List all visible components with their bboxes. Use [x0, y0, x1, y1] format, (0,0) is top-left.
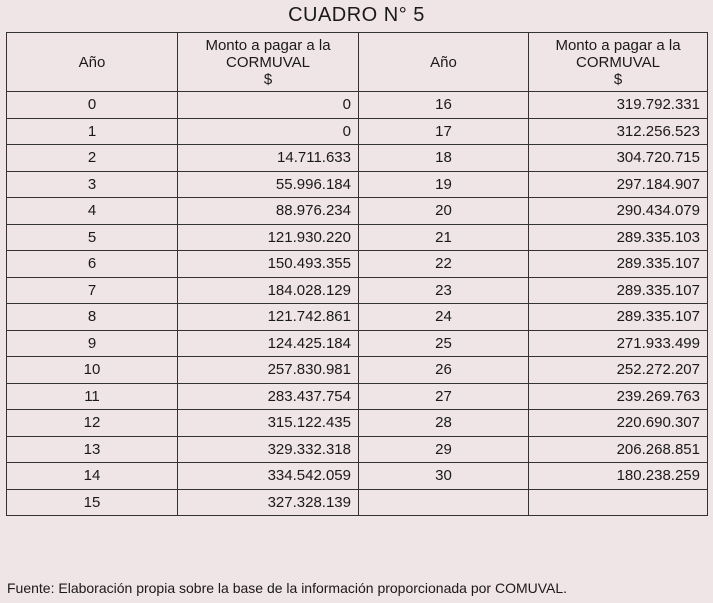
table-row	[7, 304, 708, 331]
amount-cell: 55.996.184	[178, 171, 359, 198]
table-row	[7, 251, 708, 278]
year-cell: 0	[7, 92, 178, 119]
source-note: Fuente: Elaboración propia sobre la base de la información proporcionada por COMUVAL.	[7, 580, 568, 596]
header-row	[7, 33, 708, 92]
year-cell: 18	[359, 145, 529, 172]
year-cell: 23	[359, 277, 529, 304]
amount-cell: 297.184.907	[529, 171, 708, 198]
amount-header-line3: $	[263, 70, 273, 88]
amount-cell: 252.272.207	[529, 357, 708, 384]
year-cell: 2	[7, 145, 178, 172]
year-header-right: Año	[359, 33, 529, 92]
year-cell: 9	[7, 330, 178, 357]
year-cell: 28	[359, 410, 529, 437]
amount-cell: 239.269.763	[529, 383, 708, 410]
year-cell: 16	[359, 92, 529, 119]
table-title: CUADRO N° 5	[288, 4, 425, 26]
table-row	[7, 92, 708, 119]
table-row	[7, 198, 708, 225]
year-cell: 10	[7, 357, 178, 384]
table-row	[7, 383, 708, 410]
amount-cell: 14.711.633	[178, 145, 359, 172]
year-cell: 27	[359, 383, 529, 410]
amount-cell: 283.437.754	[178, 383, 359, 410]
year-cell: 24	[359, 304, 529, 331]
year-cell: 15	[7, 489, 178, 516]
amount-cell: 290.434.079	[529, 198, 708, 225]
amount-cell: 289.335.107	[529, 277, 708, 304]
year-cell: 12	[7, 410, 178, 437]
year-cell: 11	[7, 383, 178, 410]
amount-cell: 220.690.307	[529, 410, 708, 437]
year-cell: 7	[7, 277, 178, 304]
year-cell: 8	[7, 304, 178, 331]
amount-cell: 0	[178, 118, 359, 145]
year-cell: 1	[7, 118, 178, 145]
amount-header-left	[178, 33, 359, 92]
amount-cell: 289.335.107	[529, 251, 708, 278]
amount-cell: 289.335.103	[529, 224, 708, 251]
amount-cell: 315.122.435	[178, 410, 359, 437]
year-cell: 4	[7, 198, 178, 225]
table-row	[7, 330, 708, 357]
year-cell: 22	[359, 251, 529, 278]
amount-cell: 88.976.234	[178, 198, 359, 225]
table-row	[7, 224, 708, 251]
year-cell: 13	[7, 436, 178, 463]
empty-cell	[359, 489, 529, 516]
amount-cell: 184.028.129	[178, 277, 359, 304]
amount-cell: 271.933.499	[529, 330, 708, 357]
year-cell: 25	[359, 330, 529, 357]
table-row	[7, 357, 708, 384]
payments-table	[6, 32, 708, 516]
amount-cell: 121.930.220	[178, 224, 359, 251]
amount-header-line2: CORMUVAL	[576, 53, 660, 71]
amount-cell: 334.542.059	[178, 463, 359, 490]
year-cell: 30	[359, 463, 529, 490]
year-cell: 19	[359, 171, 529, 198]
year-cell: 29	[359, 436, 529, 463]
amount-cell: 180.238.259	[529, 463, 708, 490]
amount-header-line2: CORMUVAL	[226, 53, 310, 71]
table-row	[7, 463, 708, 490]
amount-cell: 319.792.331	[529, 92, 708, 119]
amount-cell: 124.425.184	[178, 330, 359, 357]
table-row	[7, 118, 708, 145]
year-cell: 17	[359, 118, 529, 145]
table-row	[7, 171, 708, 198]
year-cell: 14	[7, 463, 178, 490]
amount-cell: 206.268.851	[529, 436, 708, 463]
amount-cell: 327.328.139	[178, 489, 359, 516]
year-cell: 21	[359, 224, 529, 251]
amount-cell: 312.256.523	[529, 118, 708, 145]
amount-cell: 121.742.861	[178, 304, 359, 331]
year-cell: 26	[359, 357, 529, 384]
amount-header-right	[529, 33, 708, 92]
empty-cell	[529, 489, 708, 516]
amount-cell: 0	[178, 92, 359, 119]
year-cell: 20	[359, 198, 529, 225]
amount-cell: 257.830.981	[178, 357, 359, 384]
amount-header-line1: Monto a pagar a la	[555, 36, 681, 54]
table-row	[7, 410, 708, 437]
table-row	[7, 436, 708, 463]
year-cell: 6	[7, 251, 178, 278]
amount-cell: 289.335.107	[529, 304, 708, 331]
amount-header-line3: $	[613, 70, 623, 88]
year-cell: 5	[7, 224, 178, 251]
amount-cell: 329.332.318	[178, 436, 359, 463]
amount-header-line1: Monto a pagar a la	[205, 36, 331, 54]
amount-cell: 304.720.715	[529, 145, 708, 172]
amount-cell: 150.493.355	[178, 251, 359, 278]
year-header-left: Año	[7, 33, 178, 92]
table-row	[7, 145, 708, 172]
table-row	[7, 489, 708, 516]
year-cell: 3	[7, 171, 178, 198]
table-row	[7, 277, 708, 304]
